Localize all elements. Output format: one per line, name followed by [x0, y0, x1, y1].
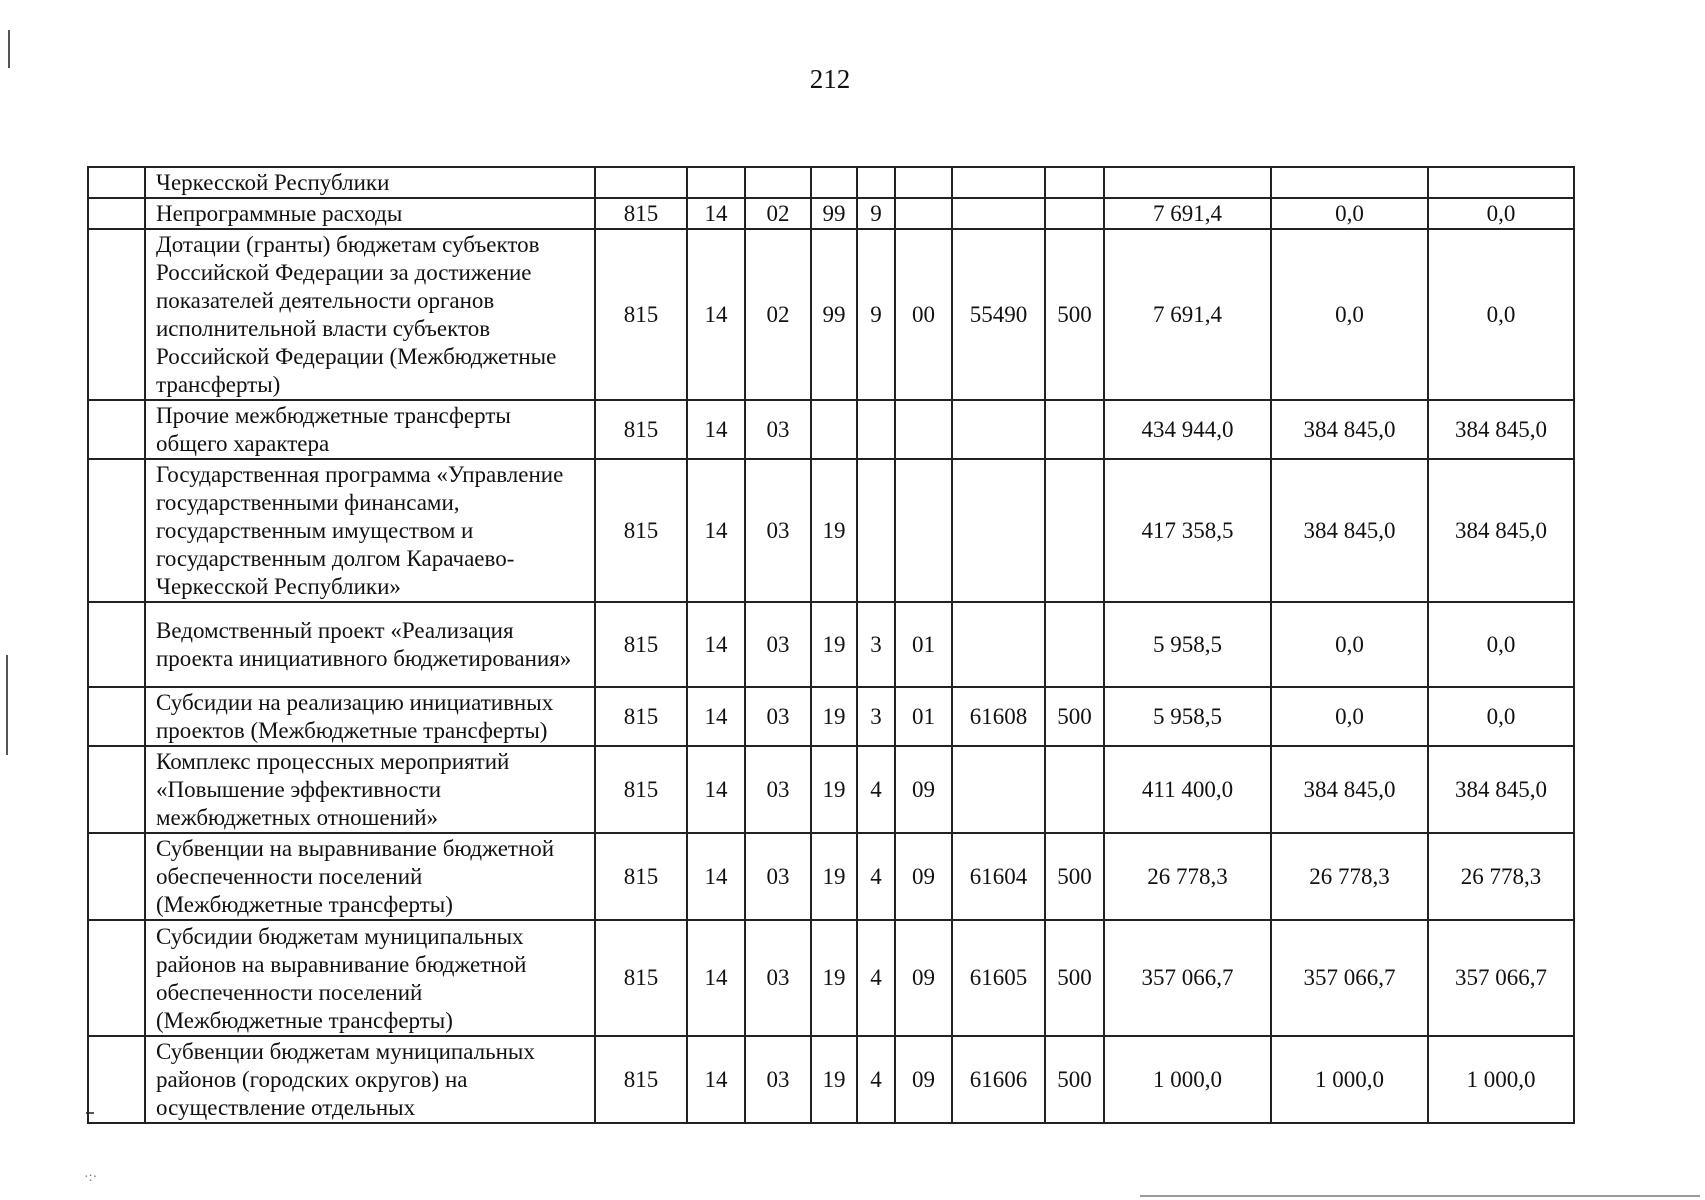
- expense-code-cell: [952, 459, 1045, 602]
- gov-code-cell: 815: [595, 198, 687, 229]
- expense-type-cell: [1045, 459, 1104, 602]
- section-cell: 14: [687, 459, 745, 602]
- page-number: 212: [809, 64, 851, 94]
- section-cell: 14: [687, 746, 745, 833]
- sum-year1-cell: 417 358,5: [1104, 459, 1271, 602]
- row-number-cell: [88, 1036, 145, 1123]
- expense-type-cell: [1045, 167, 1104, 198]
- subprogram-cell: 09: [895, 833, 952, 920]
- gov-code-cell: 815: [595, 833, 687, 920]
- subprogram-cell: [895, 167, 952, 198]
- sum-year2-cell: 0,0: [1271, 198, 1428, 229]
- sum-year2-cell: 0,0: [1271, 687, 1428, 746]
- gov-code-cell: 815: [595, 687, 687, 746]
- expense-code-cell: 61604: [952, 833, 1045, 920]
- sum-year3-cell: 26 778,3: [1428, 833, 1574, 920]
- sum-year2-cell: 26 778,3: [1271, 833, 1428, 920]
- sum-year3-cell: 1 000,0: [1428, 1036, 1574, 1123]
- direction-cell: 4: [857, 920, 895, 1036]
- subsection-cell: 03: [745, 602, 811, 687]
- sum-year1-cell: 7 691,4: [1104, 229, 1271, 400]
- row-number-cell: [88, 746, 145, 833]
- table-row: [88, 833, 1574, 920]
- sum-year2-cell: 0,0: [1271, 602, 1428, 687]
- sum-year1-cell: 411 400,0: [1104, 746, 1271, 833]
- expense-type-cell: [1045, 400, 1104, 459]
- direction-cell: 4: [857, 746, 895, 833]
- sum-year2-cell: 357 066,7: [1271, 920, 1428, 1036]
- expense-code-cell: [952, 602, 1045, 687]
- table-row: [88, 687, 1574, 746]
- gov-code-cell: 815: [595, 602, 687, 687]
- row-number-cell: [88, 833, 145, 920]
- expense-code-cell: 55490: [952, 229, 1045, 400]
- direction-cell: 3: [857, 602, 895, 687]
- table-row: [88, 198, 1574, 229]
- row-number-cell: [88, 198, 145, 229]
- program-cell: 99: [811, 229, 857, 400]
- section-cell: 14: [687, 229, 745, 400]
- item-name-cell: Субвенции бюджетам муниципальных районов (городских округов) на осуществление отдельных: [145, 1036, 595, 1123]
- expense-code-cell: [952, 746, 1045, 833]
- sum-year2-cell: 384 845,0: [1271, 459, 1428, 602]
- gov-code-cell: 815: [595, 400, 687, 459]
- table-row: [88, 920, 1574, 1036]
- program-cell: 19: [811, 1036, 857, 1123]
- sum-year3-cell: 357 066,7: [1428, 920, 1574, 1036]
- item-name-cell: Дотации (гранты) бюджетам субъектов Российской Федерации за достижение показателей деятельности органов исполнительной власти субъектов Российской Федерации (Межбюджетные трансферты): [145, 229, 595, 400]
- row-number-cell: [88, 459, 145, 602]
- program-cell: [811, 400, 857, 459]
- subprogram-cell: 01: [895, 687, 952, 746]
- direction-cell: 3: [857, 687, 895, 746]
- budget-table: [87, 166, 1575, 1124]
- section-cell: 14: [687, 687, 745, 746]
- subsection-cell: 02: [745, 229, 811, 400]
- sum-year1-cell: 26 778,3: [1104, 833, 1271, 920]
- subprogram-cell: 00: [895, 229, 952, 400]
- direction-cell: 9: [857, 229, 895, 400]
- section-cell: 14: [687, 833, 745, 920]
- expense-code-cell: [952, 400, 1045, 459]
- program-cell: 19: [811, 602, 857, 687]
- expense-type-cell: 500: [1045, 687, 1104, 746]
- gov-code-cell: [595, 167, 687, 198]
- program-cell: 19: [811, 746, 857, 833]
- expense-code-cell: 61606: [952, 1036, 1045, 1123]
- section-cell: 14: [687, 198, 745, 229]
- row-number-cell: [88, 687, 145, 746]
- subsection-cell: 03: [745, 920, 811, 1036]
- item-name-cell: Комплекс процессных мероприятий «Повышение эффективности межбюджетных отношений»: [145, 746, 595, 833]
- sum-year3-cell: 384 845,0: [1428, 400, 1574, 459]
- subsection-cell: 02: [745, 198, 811, 229]
- scan-edge-mark: [1140, 1195, 1700, 1197]
- subprogram-cell: 01: [895, 602, 952, 687]
- sum-year1-cell: 357 066,7: [1104, 920, 1271, 1036]
- item-name-cell: Субвенции на выравнивание бюджетной обеспеченности поселений (Межбюджетные трансферты): [145, 833, 595, 920]
- budget-table-body: [88, 167, 1574, 1123]
- scan-speck: ·:·: [84, 1170, 98, 1185]
- subsection-cell: 03: [745, 833, 811, 920]
- direction-cell: 4: [857, 1036, 895, 1123]
- table-row: [88, 459, 1574, 602]
- expense-type-cell: 500: [1045, 833, 1104, 920]
- section-cell: 14: [687, 602, 745, 687]
- section-cell: 14: [687, 920, 745, 1036]
- sum-year3-cell: 0,0: [1428, 198, 1574, 229]
- gov-code-cell: 815: [595, 746, 687, 833]
- item-name-cell: Ведомственный проект «Реализация проекта инициативного бюджетирования»: [145, 602, 595, 687]
- program-cell: [811, 167, 857, 198]
- section-cell: [687, 167, 745, 198]
- item-name-cell: Субсидии бюджетам муниципальных районов на выравнивание бюджетной обеспеченности поселений (Межбюджетные трансферты): [145, 920, 595, 1036]
- table-row: [88, 167, 1574, 198]
- program-cell: 99: [811, 198, 857, 229]
- subsection-cell: 03: [745, 1036, 811, 1123]
- expense-type-cell: [1045, 198, 1104, 229]
- table-row: [88, 400, 1574, 459]
- section-cell: 14: [687, 1036, 745, 1123]
- scan-edge-mark: [6, 655, 8, 755]
- program-cell: 19: [811, 920, 857, 1036]
- subsection-cell: 03: [745, 746, 811, 833]
- sum-year3-cell: 0,0: [1428, 229, 1574, 400]
- direction-cell: 4: [857, 833, 895, 920]
- sum-year2-cell: 384 845,0: [1271, 400, 1428, 459]
- row-number-cell: [88, 167, 145, 198]
- subprogram-cell: 09: [895, 920, 952, 1036]
- subprogram-cell: [895, 198, 952, 229]
- sum-year3-cell: 0,0: [1428, 687, 1574, 746]
- item-name-cell: Непрограммные расходы: [145, 198, 595, 229]
- scan-edge-mark: [8, 30, 10, 68]
- gov-code-cell: 815: [595, 229, 687, 400]
- sum-year1-cell: 1 000,0: [1104, 1036, 1271, 1123]
- expense-code-cell: 61605: [952, 920, 1045, 1036]
- sum-year2-cell: 1 000,0: [1271, 1036, 1428, 1123]
- sum-year1-cell: 5 958,5: [1104, 687, 1271, 746]
- sum-year3-cell: 0,0: [1428, 602, 1574, 687]
- subsection-cell: 03: [745, 687, 811, 746]
- item-name-cell: Государственная программа «Управление государственными финансами, государственным имуществом и государственным долгом Карачаево-Черкесской Республики»: [145, 459, 595, 602]
- subprogram-cell: 09: [895, 1036, 952, 1123]
- program-cell: 19: [811, 833, 857, 920]
- row-number-cell: [88, 229, 145, 400]
- expense-type-cell: [1045, 746, 1104, 833]
- direction-cell: [857, 400, 895, 459]
- table-row: [88, 229, 1574, 400]
- direction-cell: 9: [857, 198, 895, 229]
- gov-code-cell: 815: [595, 459, 687, 602]
- row-number-cell: [88, 602, 145, 687]
- expense-type-cell: 500: [1045, 920, 1104, 1036]
- sum-year3-cell: 384 845,0: [1428, 746, 1574, 833]
- item-name-cell: Черкесской Республики: [145, 167, 595, 198]
- table-row: [88, 746, 1574, 833]
- sum-year1-cell: [1104, 167, 1271, 198]
- sum-year1-cell: 434 944,0: [1104, 400, 1271, 459]
- item-name-cell: Субсидии на реализацию инициативных проектов (Межбюджетные трансферты): [145, 687, 595, 746]
- sum-year1-cell: 7 691,4: [1104, 198, 1271, 229]
- table-row: [88, 602, 1574, 687]
- row-number-cell: [88, 400, 145, 459]
- gov-code-cell: 815: [595, 920, 687, 1036]
- expense-type-cell: 500: [1045, 1036, 1104, 1123]
- sum-year2-cell: 384 845,0: [1271, 746, 1428, 833]
- subprogram-cell: [895, 459, 952, 602]
- expense-code-cell: 61608: [952, 687, 1045, 746]
- direction-cell: [857, 167, 895, 198]
- table-row: [88, 1036, 1574, 1123]
- sum-year2-cell: [1271, 167, 1428, 198]
- gov-code-cell: 815: [595, 1036, 687, 1123]
- row-number-cell: [88, 920, 145, 1036]
- sum-year1-cell: 5 958,5: [1104, 602, 1271, 687]
- section-cell: 14: [687, 400, 745, 459]
- subprogram-cell: [895, 400, 952, 459]
- subsection-cell: 03: [745, 459, 811, 602]
- subprogram-cell: 09: [895, 746, 952, 833]
- subsection-cell: 03: [745, 400, 811, 459]
- expense-code-cell: [952, 167, 1045, 198]
- sum-year3-cell: [1428, 167, 1574, 198]
- expense-type-cell: 500: [1045, 229, 1104, 400]
- sum-year3-cell: 384 845,0: [1428, 459, 1574, 602]
- item-name-cell: Прочие межбюджетные трансферты общего характера: [145, 400, 595, 459]
- expense-code-cell: [952, 198, 1045, 229]
- direction-cell: [857, 459, 895, 602]
- sum-year2-cell: 0,0: [1271, 229, 1428, 400]
- expense-type-cell: [1045, 602, 1104, 687]
- subsection-cell: [745, 167, 811, 198]
- program-cell: 19: [811, 459, 857, 602]
- program-cell: 19: [811, 687, 857, 746]
